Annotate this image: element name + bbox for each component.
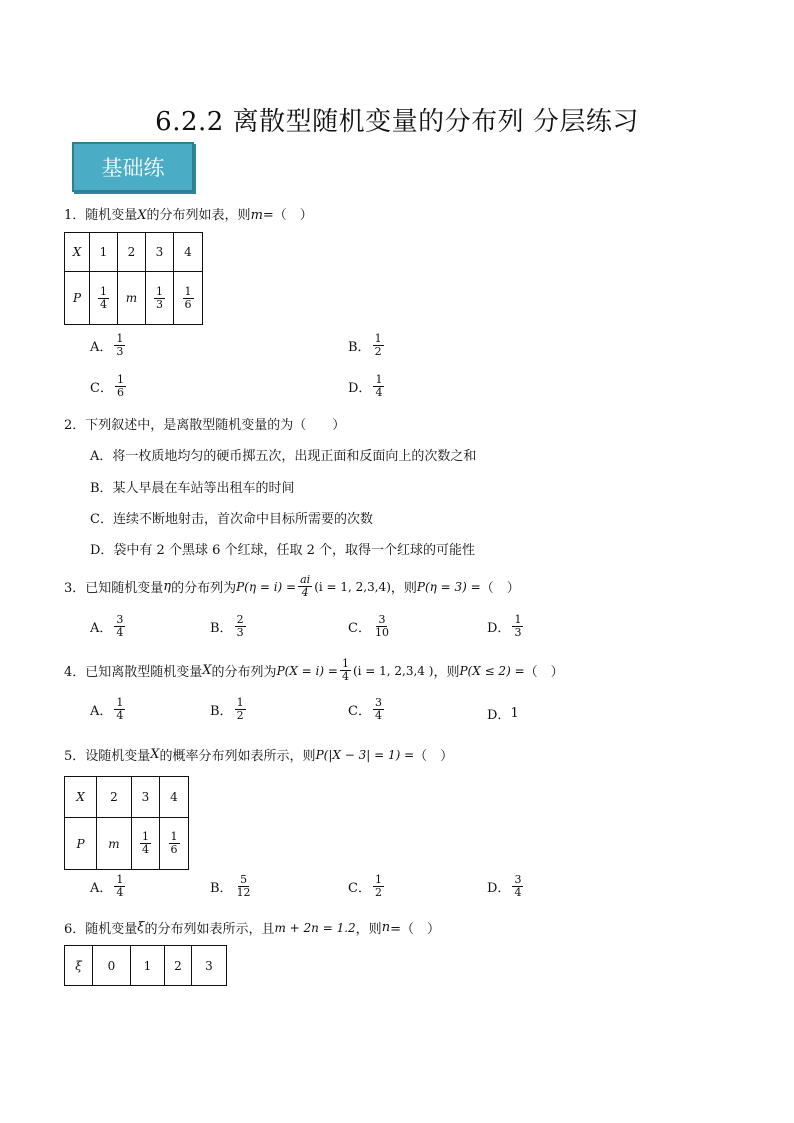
section-badge: 基础练: [72, 142, 194, 192]
question-1-option-d[interactable]: D． $\frac{1}{4}$: [348, 373, 383, 399]
question-5-option-b[interactable]: B． $\frac{5}{12}$: [210, 873, 251, 899]
question-5-option-c[interactable]: C． $\frac{1}{2}$: [348, 873, 382, 899]
question-3-option-c[interactable]: C． $\frac{3}{10}$: [348, 613, 389, 639]
question-3-stem: 3．已知随机变量 η 的分布列为 P(η = i) = $\frac{ai}{4}$ (i = 1, 2,3,4) ，则 P(η = 3) = （ ）: [64, 573, 520, 599]
question-2-stem: 2．下列叙述中，是离散型随机变量的为（ ）: [64, 418, 346, 433]
question-4-option-c[interactable]: C． $\frac{3}{4}$: [348, 696, 382, 722]
question-1-stem: 1．随机变量X的分布列如表，则m=（ ）: [64, 208, 313, 223]
question-5-option-a[interactable]: A． $\frac{1}{4}$: [90, 873, 124, 899]
question-5-option-d[interactable]: D． $\frac{3}{4}$: [487, 873, 522, 899]
question-1-table: X 1 2 3 4 P $\frac{1}{4}$ m $\frac{1}{3}$ $\frac{1}{6}$: [64, 232, 203, 325]
question-2-option-c[interactable]: C．连续不断地射击，首次命中目标所需要的次数: [90, 512, 373, 527]
question-5-table: X 2 3 4 P m $\frac{1}{4}$ $\frac{1}{6}$: [64, 776, 189, 870]
question-2-option-d[interactable]: D．袋中有 2 个黑球 6 个红球，任取 2 个，取得一个红球的可能性: [90, 543, 476, 558]
question-5-stem: 5．设随机变量 X 的概率分布列如表所示，则 P(|X − 3| = 1) = （ ）: [64, 747, 454, 764]
question-3-option-d[interactable]: D． $\frac{1}{3}$: [487, 613, 522, 639]
question-6-stem: 6．随机变量 ξ 的分布列如表所示，且 m + 2n = 1.2 ，则 n =（ ）: [64, 920, 440, 937]
question-4-option-d[interactable]: D． 1: [487, 706, 519, 723]
page-title: 6.2.2 离散型随机变量的分布列 分层练习: [155, 107, 639, 137]
question-6-table: ξ 0 1 2 3: [64, 945, 227, 986]
question-1-option-a[interactable]: A． $\frac{1}{3}$: [90, 332, 124, 358]
question-2-option-b[interactable]: B．某人早晨在车站等出租车的时间: [90, 481, 295, 496]
question-3-option-a[interactable]: A． $\frac{3}{4}$: [90, 613, 124, 639]
question-1-option-b[interactable]: B． $\frac{1}{2}$: [348, 332, 382, 358]
question-3-option-b[interactable]: B． $\frac{2}{3}$: [210, 613, 244, 639]
question-2-option-a[interactable]: A．将一枚质地均匀的硬币掷五次，出现正面和反面向上的次数之和: [90, 449, 477, 464]
question-4-option-b[interactable]: B． $\frac{1}{2}$: [210, 696, 244, 722]
question-1-option-c[interactable]: C． $\frac{1}{6}$: [90, 373, 124, 399]
question-4-stem: 4．已知离散型随机变量 X 的分布列为 P(X = i) = $\frac{1}{4}$ (i = 1, 2,3,4 ) ，则 P(X ≤ 2) = （ ）: [64, 657, 564, 683]
question-4-option-a[interactable]: A． $\frac{1}{4}$: [90, 696, 124, 722]
